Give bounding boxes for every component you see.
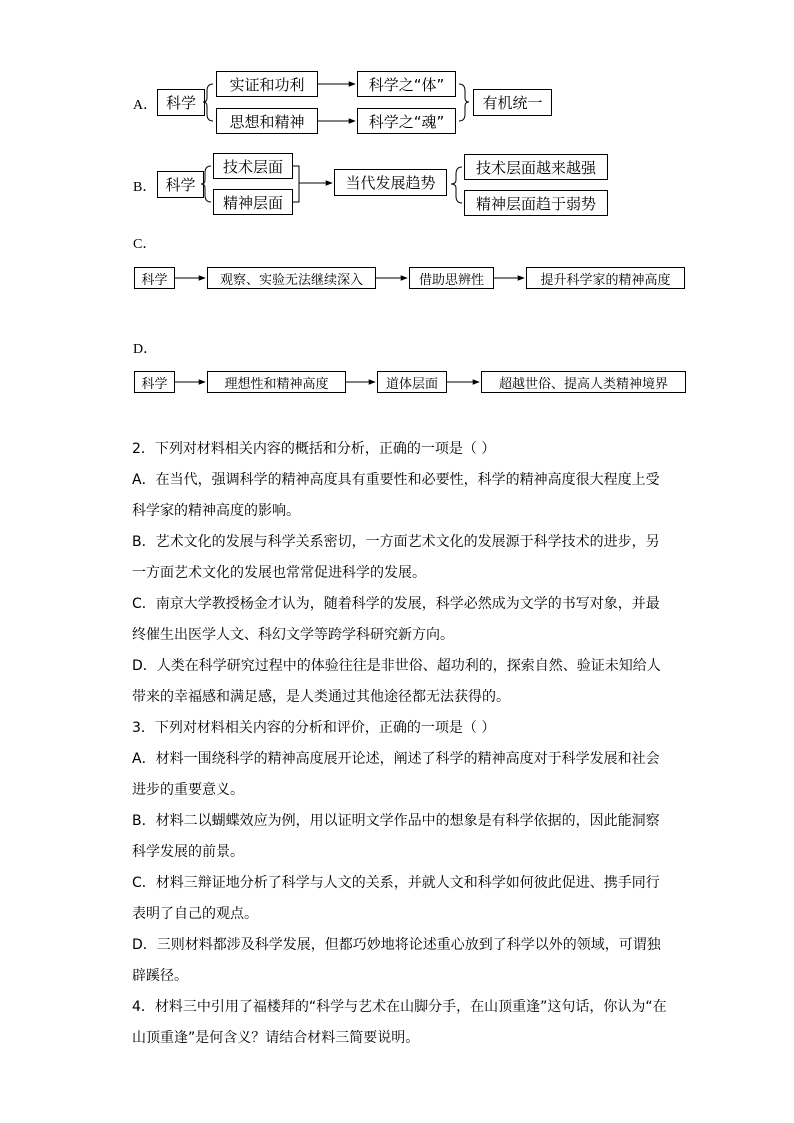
diagram-b-result2: 精神层面趋于弱势 — [464, 190, 608, 216]
diagram-a-branch1: 实证和功利 — [216, 71, 318, 97]
q2-option-d-line1: D．人类在科学研究过程中的体验往往是非世俗、超功利的，探索自然、验证未知给人 — [132, 658, 661, 674]
diagram-a-mid1: 科学之“体” — [357, 71, 456, 97]
diagram-a-brace-right — [459, 84, 469, 121]
diagram-b-result1: 技术层面越来越强 — [464, 154, 608, 180]
q4-line1: 4．材料三中引用了福楼拜的“科学与艺术在山脚分手，在山顶重逢”这句话，你认为“在 — [132, 999, 667, 1015]
diagram-b-bracket — [293, 166, 332, 202]
option-a-label: A． — [133, 98, 158, 113]
diagram-b-branch1: 技术层面 — [213, 153, 293, 179]
diagram-c-step1: 科学 — [134, 267, 175, 289]
q4-line2: 山顶重逢”是何含义？请结合材料三简要说明。 — [132, 1030, 420, 1046]
diagram-b-middle: 当代发展趋势 — [334, 169, 447, 196]
question-block — [132, 434, 672, 1054]
q3-option-a-line2: 进步的重要意义。 — [132, 782, 244, 798]
diagram-c-step3: 借助思辨性 — [409, 267, 494, 289]
q3-option-a-line1: A．材料一围绕科学的精神高度展开论述，阐述了科学的精神高度对于科学发展和社会 — [132, 751, 660, 767]
option-c-label: C． — [133, 237, 157, 252]
diagram-a-brace-left — [203, 84, 213, 121]
q2-option-a-line2: 科学家的精神高度的影响。 — [132, 503, 300, 519]
diagram-d-step4: 超越世俗、提高人类精神境界 — [481, 371, 686, 393]
diagram-a-root: 科学 — [157, 89, 205, 116]
diagram-a-mid2: 科学之“魂” — [357, 108, 456, 134]
q3-option-c-line2: 表明了自己的观点。 — [132, 906, 258, 922]
diagram-b-branch2: 精神层面 — [213, 189, 293, 215]
q3-option-d-line2: 辟蹊径。 — [132, 968, 188, 984]
q2-option-a-line1: A．在当代，强调科学的精神高度具有重要性和必要性，科学的精神高度很大程度上受 — [132, 472, 660, 488]
q3-option-b-line2: 科学发展的前景。 — [132, 844, 244, 860]
q2-stem: 2．下列对材料相关内容的概括和分析，正确的一项是（ ） — [132, 441, 496, 457]
q2-option-b-line2: 一方面艺术文化的发展也常常促进科学的发展。 — [132, 565, 426, 581]
option-b-label: B． — [133, 180, 157, 195]
diagram-a-branch2: 思想和精神 — [216, 108, 318, 134]
diagram-c-step2: 观察、实验无法继续深入 — [207, 267, 376, 289]
diagram-a-result: 有机统一 — [473, 89, 552, 116]
diagram-d-step1: 科学 — [134, 371, 175, 393]
q2-option-c-line2: 终催生出医学人文、科幻文学等跨学科研究新方向。 — [132, 627, 454, 643]
diagram-b-root: 科学 — [157, 171, 204, 198]
diagram-b-brace-left — [201, 166, 211, 202]
q3-option-b-line1: B．材料二以蝴蝶效应为例，用以证明文学作品中的想象是有科学依据的，因此能洞察 — [132, 813, 660, 829]
q2-option-b-line1: B．艺术文化的发展与科学关系密切，一方面艺术文化的发展源于科学技术的进步，另 — [132, 534, 660, 550]
q3-option-c-line1: C．材料三辩证地分析了科学与人文的关系，并就人文和科学如何彼此促进、携手同行 — [132, 875, 660, 891]
diagram-d-step3: 道体层面 — [377, 371, 447, 393]
q2-option-c-line1: C．南京大学教授杨金才认为，随着科学的发展，科学必然成为文学的书写对象，并最 — [132, 596, 660, 612]
q2-option-d-line2: 带来的幸福感和满足感，是人类通过其他途径都无法获得的。 — [132, 689, 510, 705]
diagram-b-brace-right — [451, 167, 462, 203]
option-d-label: D． — [133, 342, 158, 357]
q3-option-d-line1: D．三则材料都涉及科学发展，但都巧妙地将论述重心放到了科学以外的领域，可谓独 — [132, 937, 661, 953]
diagram-c-step4: 提升科学家的精神高度 — [526, 267, 685, 289]
diagram-d-step2: 理想性和精神高度 — [207, 371, 346, 393]
q3-stem: 3．下列对材料相关内容的分析和评价，正确的一项是（ ） — [132, 720, 496, 736]
